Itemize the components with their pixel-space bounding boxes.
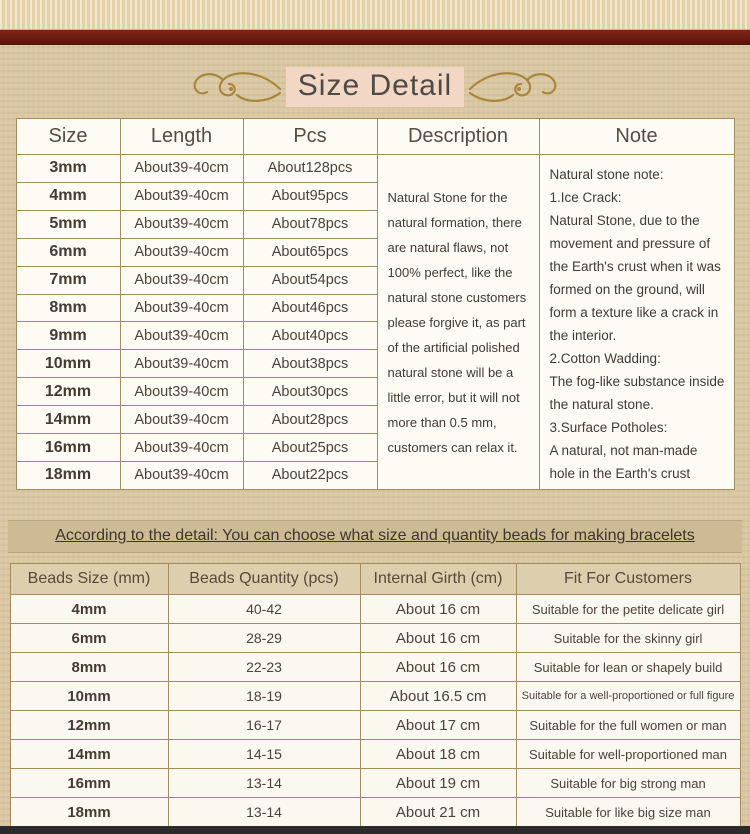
fit-table-row	[10, 595, 740, 624]
length-value: About39-40cm	[120, 322, 243, 350]
beads-size-value: 16mm	[10, 769, 168, 798]
bracelet-fit-table	[10, 563, 741, 827]
size-table-row	[16, 155, 734, 183]
fit-table-row	[10, 624, 740, 653]
length-value: About39-40cm	[120, 266, 243, 294]
note-line: Natural Stone, due to the movement and pressure of the Earth's crust when it was formed on the ground, will form a texture like a crack in the interior.	[549, 213, 721, 343]
internal-girth-value: About 18 cm	[360, 740, 516, 769]
detail-banner	[8, 520, 742, 553]
length-value: About39-40cm	[120, 461, 243, 489]
beads-quantity-value: 14-15	[168, 740, 360, 769]
note-line: Natural stone note:	[549, 167, 664, 182]
fit-table-header-row	[10, 564, 740, 595]
size-table-header-row	[16, 119, 734, 155]
size-value: 3mm	[16, 155, 120, 183]
beads-quantity-value: 16-17	[168, 711, 360, 740]
length-value: About39-40cm	[120, 350, 243, 378]
page-title: Size Detail	[286, 67, 464, 107]
pcs-value: About95pcs	[243, 182, 377, 210]
right-flourish-icon	[468, 67, 560, 107]
pcs-value: About128pcs	[243, 155, 377, 183]
top-decorative-band	[0, 0, 750, 30]
length-value: About39-40cm	[120, 182, 243, 210]
length-value: About39-40cm	[120, 155, 243, 183]
pcs-value: About30pcs	[243, 378, 377, 406]
length-value: About39-40cm	[120, 406, 243, 434]
fit-for-customers-value: Suitable for lean or shapely build	[516, 653, 740, 682]
internal-girth-value: About 16 cm	[360, 653, 516, 682]
internal-girth-value: About 16.5 cm	[360, 682, 516, 711]
beads-quantity-value: 22-23	[168, 653, 360, 682]
fit-for-customers-value: Suitable for well-proportioned man	[516, 740, 740, 769]
length-value: About39-40cm	[120, 378, 243, 406]
note-line: A natural, not man-made hole in the Earth's crust	[549, 443, 698, 481]
description-cell	[377, 155, 539, 490]
size-value: 4mm	[16, 182, 120, 210]
length-value: About39-40cm	[120, 238, 243, 266]
pcs-value: About46pcs	[243, 294, 377, 322]
detail-banner-text: According to the detail: You can choose what size and quantity beads for making bracelets	[55, 527, 695, 544]
fit-table-row	[10, 740, 740, 769]
fit-table-row	[10, 653, 740, 682]
fit-for-customers-value: Suitable for the skinny girl	[516, 624, 740, 653]
size-table-header-note: Note	[539, 119, 734, 155]
size-value: 7mm	[16, 266, 120, 294]
maroon-divider-band	[0, 30, 750, 45]
pcs-value: About38pcs	[243, 350, 377, 378]
beads-quantity-value: 18-19	[168, 682, 360, 711]
length-value: About39-40cm	[120, 210, 243, 238]
internal-girth-value: About 16 cm	[360, 595, 516, 624]
size-table-header-description: Description	[377, 119, 539, 155]
fit-for-customers-value: Suitable for big strong man	[516, 769, 740, 798]
beads-quantity-value: 40-42	[168, 595, 360, 624]
size-value: 9mm	[16, 322, 120, 350]
beads-size-value: 4mm	[10, 595, 168, 624]
fit-table-header-beads-size: Beads Size (mm)	[10, 564, 168, 595]
pcs-value: About25pcs	[243, 434, 377, 462]
pcs-value: About65pcs	[243, 238, 377, 266]
pcs-value: About28pcs	[243, 406, 377, 434]
fit-table-row	[10, 682, 740, 711]
beads-size-value: 6mm	[10, 624, 168, 653]
beads-quantity-value: 13-14	[168, 769, 360, 798]
fit-table-row	[10, 711, 740, 740]
fit-table-header-beads-quantity: Beads Quantity (pcs)	[168, 564, 360, 595]
internal-girth-value: About 17 cm	[360, 711, 516, 740]
pcs-value: About40pcs	[243, 322, 377, 350]
size-value: 10mm	[16, 350, 120, 378]
bottom-dark-band	[0, 826, 750, 834]
title-row	[0, 61, 750, 113]
left-flourish-icon	[190, 67, 282, 107]
fit-table-row	[10, 798, 740, 827]
size-value: 6mm	[16, 238, 120, 266]
beads-size-value: 8mm	[10, 653, 168, 682]
beads-quantity-value: 13-14	[168, 798, 360, 827]
fit-table-row	[10, 769, 740, 798]
beads-size-value: 10mm	[10, 682, 168, 711]
beads-size-value: 18mm	[10, 798, 168, 827]
length-value: About39-40cm	[120, 434, 243, 462]
fit-for-customers-value: Suitable for like big size man	[516, 798, 740, 827]
note-line: The fog-like substance inside the natural stone.	[549, 374, 725, 412]
size-value: 8mm	[16, 294, 120, 322]
fit-table-header-internal-girth: Internal Girth (cm)	[360, 564, 516, 595]
size-value: 16mm	[16, 434, 120, 462]
description-text: Natural Stone for the natural formation, there are natural flaws, not 100% perfect, like the natural stone customers please forgive it, as part of the artificial polished natural stone will be a little error, but it will not more than 0.5 mm, customers can relax it.	[387, 189, 527, 455]
size-value: 14mm	[16, 406, 120, 434]
size-table-header-length: Length	[120, 119, 243, 155]
size-detail-table	[16, 118, 735, 490]
pcs-value: About22pcs	[243, 461, 377, 489]
fit-for-customers-value: Suitable for the petite delicate girl	[516, 595, 740, 624]
fit-for-customers-value: Suitable for the full women or man	[516, 711, 740, 740]
note-line: 3.Surface Potholes:	[549, 420, 668, 435]
pcs-value: About54pcs	[243, 266, 377, 294]
internal-girth-value: About 21 cm	[360, 798, 516, 827]
note-cell	[539, 155, 734, 490]
size-value: 12mm	[16, 378, 120, 406]
size-value: 18mm	[16, 461, 120, 489]
length-value: About39-40cm	[120, 294, 243, 322]
beads-quantity-value: 28-29	[168, 624, 360, 653]
beads-size-value: 12mm	[10, 711, 168, 740]
note-line: 2.Cotton Wadding:	[549, 351, 661, 366]
size-table-header-size: Size	[16, 119, 120, 155]
internal-girth-value: About 16 cm	[360, 624, 516, 653]
pcs-value: About78pcs	[243, 210, 377, 238]
fit-table-header-fit-for-customers: Fit For Customers	[516, 564, 740, 595]
beads-size-value: 14mm	[10, 740, 168, 769]
note-line: 1.Ice Crack:	[549, 190, 622, 205]
size-value: 5mm	[16, 210, 120, 238]
internal-girth-value: About 19 cm	[360, 769, 516, 798]
fit-for-customers-value: Suitable for a well-proportioned or full figure	[516, 682, 740, 711]
size-table-header-pcs: Pcs	[243, 119, 377, 155]
